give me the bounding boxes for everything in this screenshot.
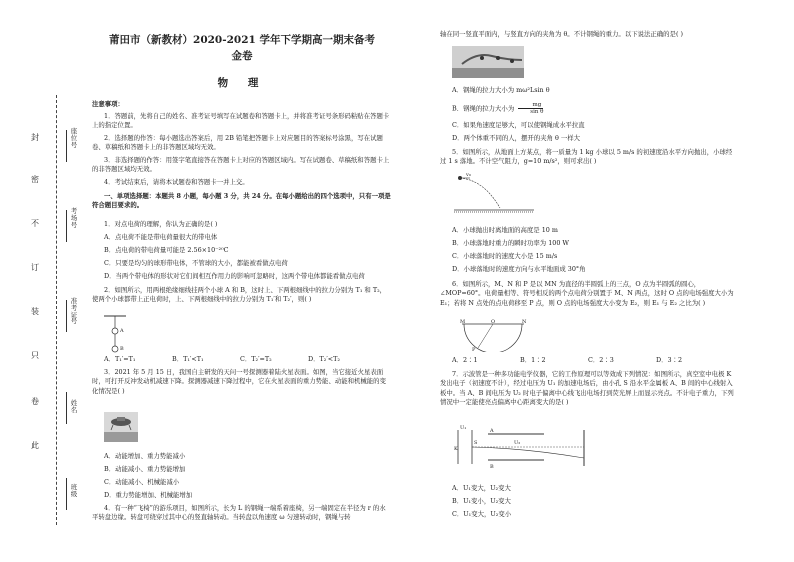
q5-option-d: D．小球落地时的速度方向与水平地面成 30°角: [452, 265, 586, 273]
hole-label: S: [474, 440, 478, 446]
q7-option-b: B．U₁变小，U₂变大: [452, 497, 511, 505]
semicircle-figure: [458, 318, 530, 352]
exam-title: 莆田市（新教材）2020-2021 学年下学期高一期末备考 金卷: [109, 34, 375, 63]
question-2-stem: 2．如图所示，用两根绝缘细线挂两个小球 A 和 B，这时上、下两根细线中的拉力分别为 T₁ 和 T₂，使两个小球都带上正电荷时，上、下两根细线中的拉力分别为 T₁′和 T₂′，则( ): [92, 286, 387, 304]
seat-number-label: 座位号: [70, 127, 78, 149]
seal-char: 装: [31, 307, 39, 316]
q2-option-b: B．T₁′<T₁: [172, 355, 204, 363]
ball-label: A: [120, 328, 124, 334]
q1-option-b: B．点电荷的带电荷量可能是 2.56×10⁻²⁰C: [104, 246, 229, 254]
notes-heading: 注意事项：: [92, 100, 124, 108]
cathode-label: K: [454, 446, 458, 452]
q3-option-a: A．动能增加、重力势能减小: [104, 452, 186, 460]
seal-char: 卷: [31, 397, 39, 406]
point-label: M: [460, 319, 466, 325]
ball-label: B: [120, 346, 124, 352]
projectile-figure: [454, 172, 534, 216]
q6-option-c: C．2∶3: [588, 356, 614, 364]
q5-option-b: B．小球落地时重力的瞬时功率为 100 W: [452, 239, 569, 247]
question-5-stem: 5．如图所示，从地面上方某点，将一质量为 1 kg 小球以 5 m/s 的初速度沿水平方向抛出，小球经过 1 s 落地。不计空气阻力，g=10 m/s²，则可求出( ): [440, 148, 733, 166]
q1-option-a: A．点电荷不能是带电荷量很大的带电体: [104, 233, 218, 241]
q7-option-c: C．U₁变大，U₂变小: [452, 510, 512, 518]
seal-char: 只: [31, 351, 39, 360]
q6-option-b: B．1∶2: [520, 356, 546, 364]
note-item: 3．非选择题的作答：用签字笔直接答在答题卡上对应的答题区域内。写在试题卷、草稿纸和答题卡上的非答题区域均无效。: [92, 156, 390, 174]
q7-option-a: A．U₁变大，U₂变大: [452, 484, 511, 492]
mars-lander-figure: [104, 412, 138, 442]
q1-option-c: C．只要是均匀的球形带电体，不管球的大小，都能被看做点电荷: [104, 259, 288, 267]
question-4-stem-part1: 4．有一种“飞椅”的游乐项目，如图所示，长为 L 的钢绳一端系着座椅，另一端固定在半径为 r 的水平转盘边缘。转盘可绕穿过其中心的竖直轴转动。当转盘以角速度 ω 匀速转动时，钢绳与转: [92, 504, 386, 522]
q6-option-a: A．2∶1: [452, 356, 478, 364]
point-label: N: [522, 319, 527, 325]
seal-char: 不: [31, 219, 39, 228]
q4-option-a: A．钢绳的拉力大小为 mω²Lsin θ: [452, 86, 550, 94]
q2-option-d: D．T₂′<T₂: [308, 355, 340, 363]
q4-option-d: D．两个体重不同的人，摆开的夹角 θ 一样大: [452, 134, 581, 142]
v0-label: v₀: [466, 172, 471, 178]
q5-option-a: A．小球抛出时离地面的高度是 10 m: [452, 226, 558, 234]
flying-chair-figure: [452, 46, 524, 78]
q4-option-b: B．钢绳的拉力大小为 $\frac{mg}{\text{sin θ}}$: [452, 102, 544, 116]
q1-option-d: D．当两个带电体的形状对它们间相互作用力的影响可忽略时，这两个带电体都能看做点电荷: [104, 272, 365, 280]
fraction: $\frac{mg}{\text{sin θ}}$: [518, 102, 543, 115]
seal-dashed-line: [56, 95, 57, 525]
question-4-stem-part2: 轴在同一竖直平面内，与竖直方向的夹角为 θ。不计钢绳的重力。以下说法正确的是( ): [440, 30, 683, 38]
q2-option-c: C．T₂′=T₂: [240, 355, 272, 363]
seal-margin: [0, 0, 88, 562]
seal-char: 封: [31, 133, 39, 142]
point-label: O: [491, 319, 496, 325]
q3-option-c: C．动能减小、机械能减小: [104, 478, 180, 486]
exam-room-label: 考场号: [70, 207, 78, 229]
name-label: 姓名: [70, 399, 78, 414]
seal-char: 密: [31, 175, 39, 184]
section-heading: 一、单项选择题：本题共 8 小题，每小题 3 分，共 24 分。在每小题给出的四个选项中，只有一项是符合题目要求的。: [92, 192, 391, 210]
note-item: 2．选择题的作答：每小题选出答案后，用 2B 铅笔把答题卡上对应题目的答案标号涂黑，写在试题卷、草稿纸和答题卡上的非答题区域均无效。: [92, 134, 383, 152]
oscilloscope-figure: [454, 424, 594, 470]
voltage-label: U₂: [514, 440, 521, 446]
q2-option-a: A．T₁′=T₁: [104, 355, 136, 363]
q3-option-b: B．动能减小、重力势能增加: [104, 465, 186, 473]
seal-char: 订: [31, 263, 39, 272]
note-item: 1．答题前，先将自己的姓名、准考证号填写在试题卷和答题卡上，并将准考证号条形码粘贴在答题卡上的指定位置。: [92, 112, 390, 130]
plate-label: A: [490, 428, 494, 434]
question-3-stem: 3．2021 年 5 月 15 日，我国自主研发的天问一号探测器着陆火星表面。如图，当它接近火星表面时，可打开反冲发动机减速下降。探测器减速下降过程中，它在火星表面的重力势能、动能和机械能的变化情况是( ): [92, 368, 386, 395]
point-label: P: [472, 347, 476, 352]
q6-option-d: D．3∶2: [656, 356, 683, 364]
q4-option-c: C．如果角速度足够大，可以使钢绳成水平拉直: [452, 121, 585, 129]
subject-title: 物 理: [217, 77, 267, 89]
question-6-stem: 6．如图所示，M、N 和 P 是以 MN 为直径的半圆弧上的三点，O 点为半圆弧的圆心，∠MOP=60°。电荷量相等、符号相反的两个点电荷分别置于 M、N 两点，这时 O 点的电场强度大小为 E₁；若将 N 点处的点电荷移至 P 点，则 O 点的电场强度大小变为 E₂，则 E₁ 与 E₂ 之比为( ): [440, 280, 734, 307]
question-1-stem: 1．对点电荷的理解，你认为正确的是( ): [104, 220, 218, 228]
seal-char: 此: [31, 441, 39, 450]
class-label: 班级: [70, 483, 78, 498]
hanging-balls-figure: [100, 314, 130, 354]
plate-label: B: [490, 464, 494, 470]
q3-option-d: D．重力势能增加、机械能增加: [104, 491, 193, 499]
voltage-label: U₁: [460, 425, 467, 431]
note-item: 4．考试结束后，请将本试题卷和答题卡一并上交。: [104, 178, 249, 186]
q5-option-c: C．小球落地时的速度大小是 15 m/s: [452, 252, 558, 260]
ticket-number-label: 准考证号: [70, 297, 78, 326]
question-7-stem: 7．示波管是一种多功能电学仪器，它的工作原理可以等效成下列情况：如图所示，真空室中电极 K 发出电子（初速度不计），经过电压为 U₁ 的加速电场后，由小孔 S 沿水平金属板 A、B 间的中心线射入板中。当 A、B 间电压为 U₂ 时电子偏离中心线飞出电场打到荧光屏上而显示亮点。不计电子重力，下列情况中一定能使亮点偏离中心距离变大的是( ): [440, 370, 734, 406]
